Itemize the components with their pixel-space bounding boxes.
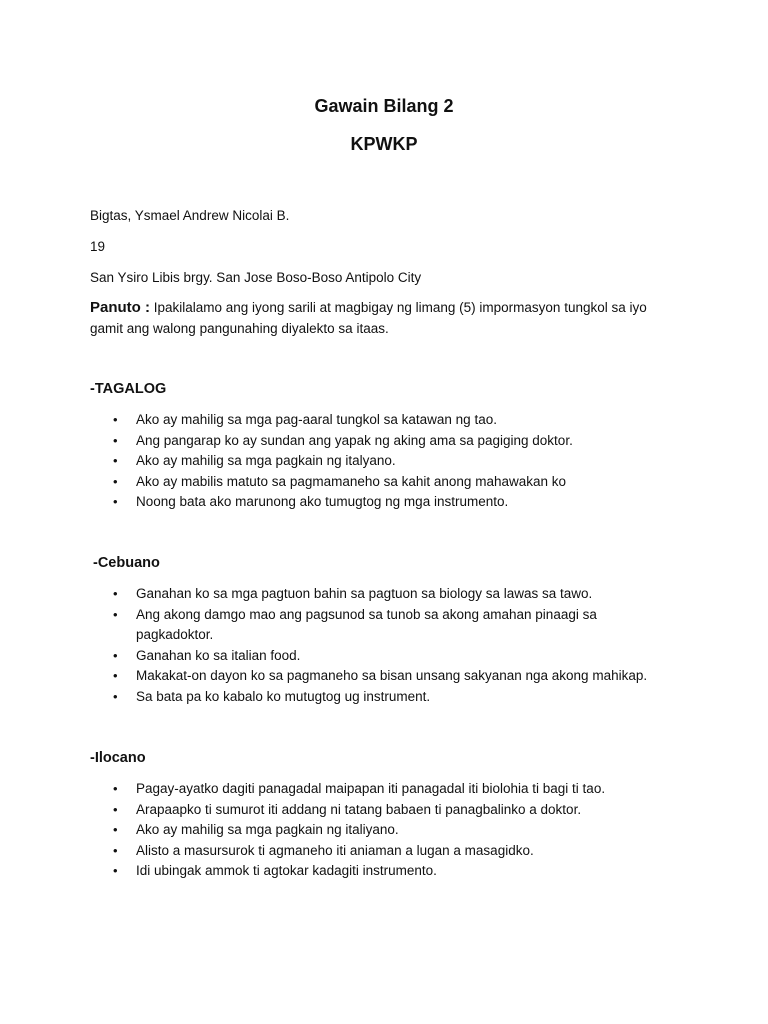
list-item: • Pagay-ayatko dagiti panagadal maipapan iti panagadal iti biolohia ti bagi ti tao. <box>0 779 656 800</box>
list-item: • Makakat-on dayon ko sa pagmaneho sa bisan unsang sakyanan nga akong mahikap. <box>0 666 656 687</box>
list-item: • Ako ay mahilig sa mga pagkain ng italyano. <box>0 451 656 472</box>
list-item: • Ganahan ko sa mga pagtuon bahin sa pagtuon sa biology sa lawas sa tawo. <box>0 584 656 605</box>
bullet-icon: • <box>113 781 118 796</box>
bullet-icon: • <box>113 863 118 878</box>
list-item: • Sa bata pa ko kabalo ko mutugtog ug instrument. <box>0 687 656 708</box>
bullet-icon: • <box>113 801 118 817</box>
instructions-label: Panuto : <box>90 299 150 316</box>
list-item: • Noong bata ako marunong ako tumugtog ng mga instrumento. <box>0 492 656 513</box>
list-item: • Idi ubingak ammok ti agtokar kadagiti instrumento. <box>0 861 656 882</box>
student-name: Bigtas, Ysmael Andrew Nicolai B. <box>90 208 290 223</box>
bullet-icon: • <box>113 647 118 663</box>
bullet-icon: • <box>113 688 118 704</box>
bullet-icon: • <box>113 668 118 683</box>
instructions-text: Ipakilalamo ang iyong sarili at magbigay ng limang (5) impormasyon tungkol sa iyo gamit ang walong pangunahing diyalekto sa itaas. <box>90 300 647 336</box>
bullet-icon: • <box>113 842 118 858</box>
list-item: • Ako ay mahilig sa mga pagkain ng italiyano. <box>0 820 656 841</box>
list-item: • Ang akong damgo mao ang pagsunod sa tunob sa akong amahan pinaagi sa pagkadoktor. <box>113 606 597 642</box>
document-title: Gawain Bilang 2 <box>314 96 454 116</box>
list-item: • Ganahan ko sa italian food. <box>0 646 656 667</box>
bullet-icon: • <box>113 494 118 509</box>
bullet-icon: • <box>113 473 118 489</box>
section-heading-cebuano: -Cebuano <box>93 555 160 571</box>
document-subtitle: KPWKP <box>350 134 418 154</box>
instructions <box>90 297 665 339</box>
student-address: San Ysiro Libis brgy. San Jose Boso-Boso Antipolo City <box>90 270 422 285</box>
bullet-icon: • <box>113 586 118 601</box>
section-heading-ilocano: -Ilocano <box>90 750 146 766</box>
list-item: • Alisto a masursurok ti agmaneho iti aniaman a lugan a masagidko. <box>0 841 656 862</box>
bullet-icon: • <box>113 822 118 837</box>
bullet-icon: • <box>113 453 118 468</box>
list-item: • Ako ay mahilig sa mga pag-aaral tungkol sa katawan ng tao. <box>0 410 656 431</box>
list-item: • Ako ay mabilis matuto sa pagmamaneho sa kahit anong mahawakan ko <box>0 472 656 493</box>
bullet-icon: • <box>113 432 118 448</box>
section-heading-tagalog: -TAGALOG <box>90 381 167 397</box>
list-item: • Ang pangarap ko ay sundan ang yapak ng aking ama sa pagiging doktor. <box>0 431 656 452</box>
tagalog-list <box>0 410 768 513</box>
ilocano-list <box>0 779 768 882</box>
list-item: • Arapaapko ti sumurot iti addang ni tatang babaen ti panagbalinko a doktor. <box>0 800 656 821</box>
bullet-icon: • <box>113 606 118 622</box>
cebuano-list <box>0 584 768 707</box>
student-age: 19 <box>90 239 106 254</box>
bullet-icon: • <box>113 412 118 427</box>
